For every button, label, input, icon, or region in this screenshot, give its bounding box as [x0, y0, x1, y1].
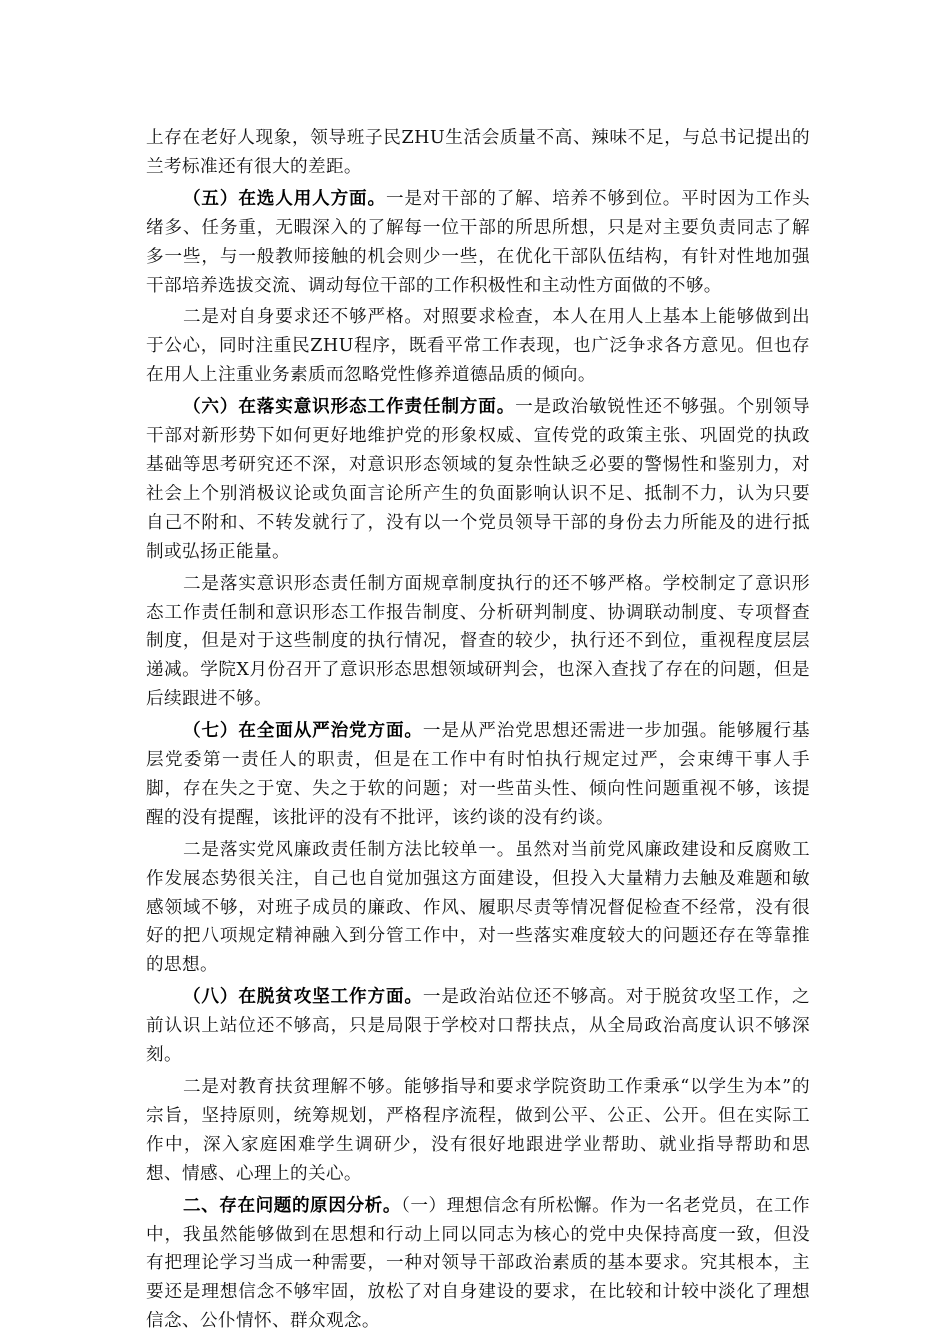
paragraph-text: 一是政治敏锐性还不够强。个别领导干部对新形势下如何更好地维护党的形象权威、宣传党的政策主张、巩固党的执政基础等思考研究还不深，对意识形态领域的复杂性缺乏必要的警惕性和鉴别力，对社会上个别消极议论或负面言论所产生的负面影响认识不足、抵制不力，认为只要自己不附和、不转发就行了，没有以一个党员领导干部的身份去力所能及的进行抵制或弘扬正能量。: [146, 397, 811, 562]
paragraph-text: 二是落实党风廉政责任制方法比较单一。虽然对当前党风廉政建设和反腐败工作发展态势很关注，自己也自觉加强这方面建设，但投入大量精力去触及难题和敏感领域不够，对班子成员的廉政、作风、履职尽责等情况督促检查不经常，没有很好的把八项规定精神融入到分管工作中，对一些落实难度较大的问题还存在等靠推的思想。: [146, 839, 810, 976]
paragraph-heading: （八）在脱贫攻坚工作方面。: [182, 986, 423, 1008]
paragraph-text: 二是对自身要求还不够严格。对照要求检查，本人在用人上基本上能够做到出于公心，同时注重民ZHU程序，既看平常工作表现，也广泛争求各方意见。但也存在用人上注重业务素质而忽略党性修养道德品质的倾向。: [146, 307, 810, 386]
paragraph-3: [146, 303, 810, 390]
paragraph-heading: （六）在落实意识形态工作责任制方面。: [182, 396, 516, 418]
paragraph-text: 上存在老好人现象，领导班子民ZHU生活会质量不高、辣味不足，与总书记提出的兰考标准还有很大的差距。: [146, 128, 810, 177]
paragraph-6: [146, 717, 810, 833]
paragraph-2: [146, 185, 810, 301]
paragraph-text: 一是从严治党思想还需进一步加强。能够履行基层党委第一责任人的职责，但是在工作中有时怕执行规定过严，会束缚干事人手脚，存在失之于宽、失之于软的问题；对一些苗头性、倾向性问题重视不够，该提醒的没有提醒，该批评的没有不批评，该约谈的没有约谈。: [146, 721, 811, 828]
paragraph-text: 一是政治站位还不够高。对于脱贫攻坚工作，之前认识上站位还不够高，只是局限于学校对口帮扶点，从全局政治高度认识不够深刻。: [146, 987, 811, 1066]
paragraph-7: [146, 836, 810, 981]
paragraph-8: [146, 983, 810, 1070]
document-page: [146, 124, 810, 1338]
paragraph-heading: （五）在选人用人方面。: [182, 187, 386, 209]
paragraph-text: 二是对教育扶贫理解不够。能够指导和要求学院资助工作秉承“以学生为本”的宗旨，坚持原则，统筹规划，严格程序流程，做到公平、公正、公开。但在实际工作中，深入家庭困难学生调研少，没有很好地跟进学业帮助、就业指导帮助和思想、情感、心理上的关心。: [146, 1077, 810, 1184]
paragraph-10: [146, 1192, 810, 1337]
paragraph-5: [146, 570, 810, 715]
paragraph-9: [146, 1073, 810, 1189]
paragraph-heading: （七）在全面从严治党方面。: [182, 720, 423, 742]
paragraph-4: [146, 393, 810, 566]
paragraph-1: [146, 124, 810, 182]
paragraph-text: （一）理想信念有所松懈。作为一名老党员，在工作中，我虽然能够做到在思想和行动上同以同志为核心的党中央保持高度一致，但没有把理论学习当成一种需要，一种对领导干部政治素质的基本要求。究其根本，主要还是理想信念不够牢固，放松了对自身建设的要求，在比较和计较中淡化了理想信念、公仆情怀、群众观念。: [146, 1195, 810, 1332]
paragraph-text: 二是落实意识形态责任制方面规章制度执行的还不够严格。学校制定了意识形态工作责任制和意识形态工作报告制度、分析研判制度、协调联动制度、专项督查制度，但是对于这些制度的执行情况，督查的较少，执行还不到位，重视程度层层递减。学院X月份召开了意识形态思想领域研判会，也深入查找了存在的问题，但是后续跟进不够。: [146, 573, 810, 710]
paragraph-text: 一是对干部的了解、培养不够到位。平时因为工作头绪多、任务重，无暇深入的了解每一位干部的所思所想，只是对主要负责同志了解多一些，与一般教师接触的机会则少一些，在优化干部队伍结构，有针对性地加强干部培养选拔交流、调动每位干部的工作积极性和主动性方面做的不够。: [146, 188, 810, 296]
paragraph-heading: 二、存在问题的原因分析。: [182, 1194, 402, 1216]
